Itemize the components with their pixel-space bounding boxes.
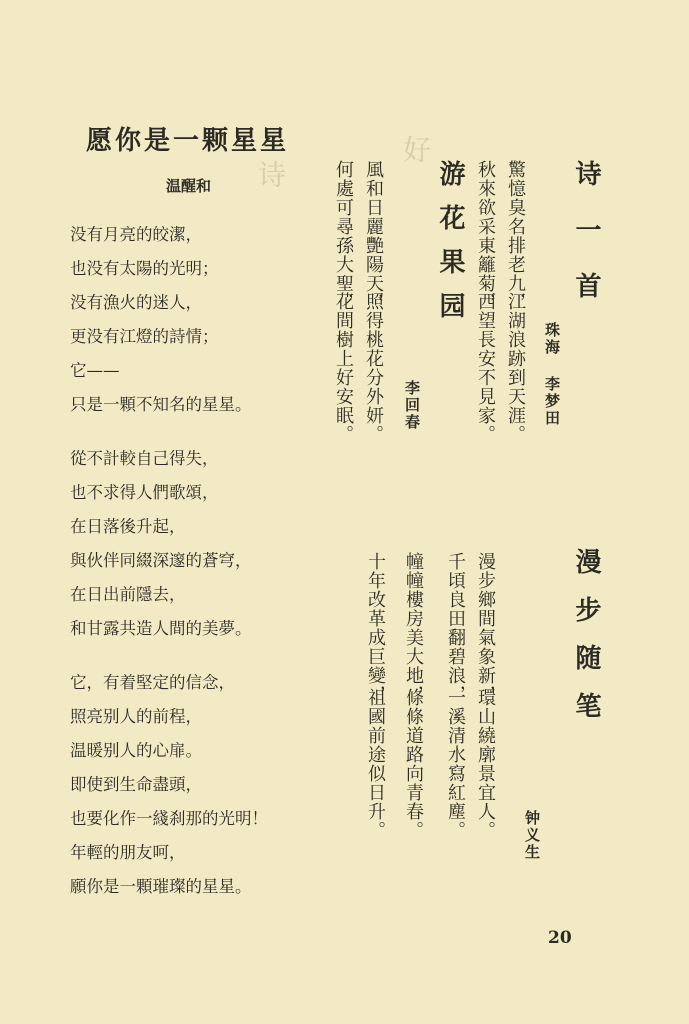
- show-through-text: 诗: [254, 160, 287, 190]
- poem-title: 漫步随笔: [571, 548, 601, 740]
- poem-title: 愿你是一颗星星: [86, 126, 290, 156]
- poem-line: 在日出前隱去，: [70, 585, 186, 604]
- poem-column: 條條道路向青春。: [403, 688, 424, 840]
- poem-line: 也没有太陽的光明；: [70, 259, 219, 278]
- poem-author: 李回春: [403, 380, 421, 431]
- show-through-text: 好: [399, 135, 432, 165]
- poem-line: 它——: [70, 361, 120, 380]
- poem-column: 環山繞廓景宜人。: [475, 688, 496, 840]
- poem-column: 花間樹上好安眠。: [333, 292, 354, 444]
- page-number: 20: [548, 928, 572, 948]
- stanza: [70, 442, 330, 646]
- poem-column: 秋來欲采東籬菊，: [475, 160, 496, 312]
- poem-column: 西望長安不見家。: [475, 292, 496, 444]
- poem-line: 即使到生命盡頭，: [70, 775, 202, 794]
- poem-line: 也不求得人們歌頌，: [70, 483, 219, 502]
- poem-line: 在日落後升起，: [70, 517, 186, 536]
- stanza: [70, 218, 330, 422]
- poem-line: 從不計較自己得失，: [70, 449, 219, 468]
- poem-title: 游花果园: [435, 160, 465, 336]
- poem-column: 千頃良田翻碧浪，: [445, 552, 466, 704]
- poem-column: 十年改革成巨變，: [365, 552, 386, 704]
- poem-line: 只是一顆不知名的星星。: [70, 395, 252, 414]
- poem-author: 珠海 李梦田: [543, 322, 561, 427]
- stanza: [70, 666, 330, 904]
- poem-column: 風和日麗艷陽天，: [363, 160, 384, 312]
- poem-author: 钟义生: [523, 810, 541, 861]
- poem-column: 何處可尋孫大聖，: [333, 160, 354, 312]
- poem-author: 温醒和: [166, 177, 212, 195]
- left-poem: [70, 120, 330, 924]
- poem-line: 和甘露共造人間的美夢。: [70, 619, 252, 638]
- poem-line: 年輕的朋友呵，: [70, 843, 186, 862]
- poem-line: 照亮别人的前程，: [70, 707, 202, 726]
- poem-column: 驚憶臭名排老九，: [505, 160, 526, 312]
- poem-column: 漫步鄉間氣象新，: [475, 552, 496, 704]
- poem-title: 诗一首: [571, 160, 601, 328]
- poem-line: 没有漁火的迷人，: [70, 293, 202, 312]
- poem-column: 江湖浪跡到天涯。: [505, 292, 526, 444]
- poem-column: 一溪清水寫紅塵。: [445, 688, 466, 840]
- poem-line: 願你是一顆璀璨的星星。: [70, 877, 252, 896]
- poem-line: 温暖别人的心扉。: [70, 741, 202, 760]
- poem-column: 祖國前途似日升。: [365, 688, 386, 840]
- poem-line: 與伙伴同綴深邃的蒼穹，: [70, 551, 252, 570]
- poem-line: 它，有着堅定的信念，: [70, 673, 235, 692]
- poem-column: 幢幢樓房美大地，: [403, 552, 424, 704]
- poem-line: 更没有江燈的詩情；: [70, 327, 219, 346]
- poem-line: 也要化作一綫刹那的光明！: [70, 809, 268, 828]
- poem-line: 没有月亮的皎潔，: [70, 225, 202, 244]
- poem-column: 照得桃花分外妍。: [363, 292, 384, 444]
